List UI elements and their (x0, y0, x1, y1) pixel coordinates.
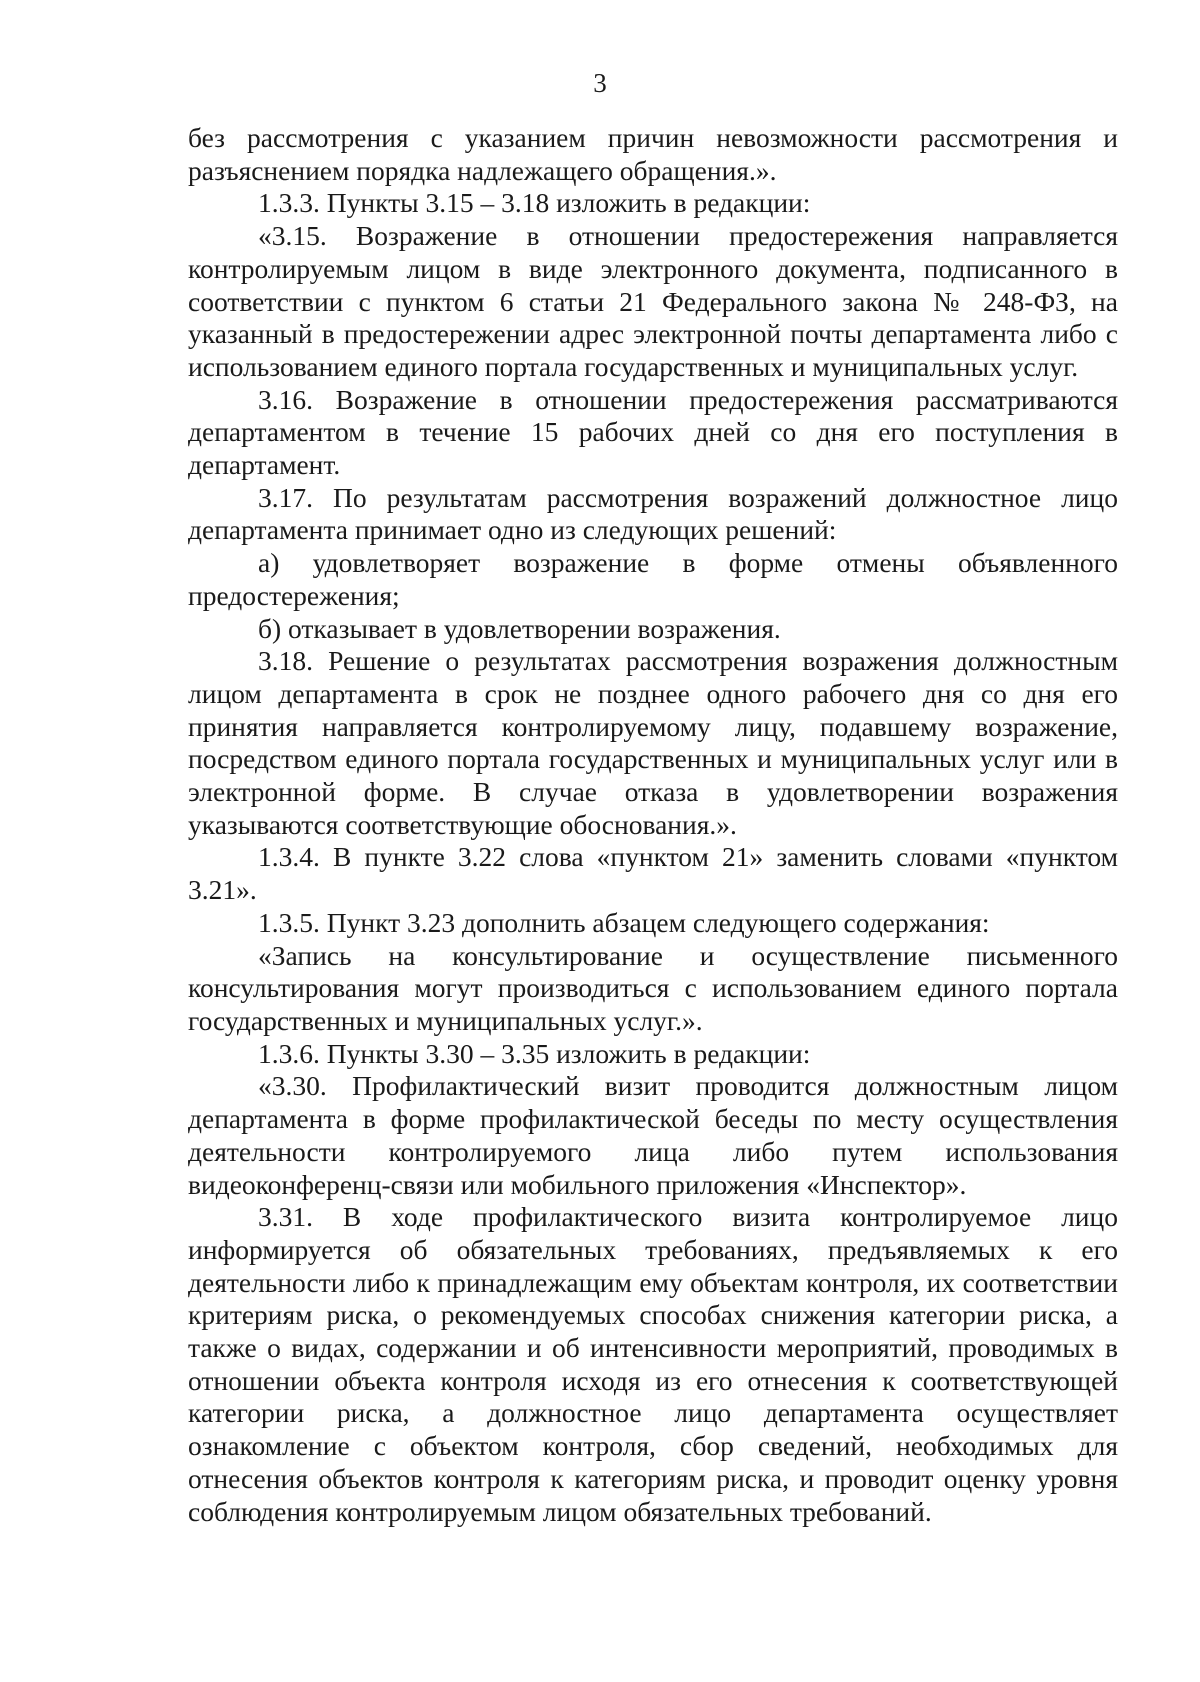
paragraph: 1.3.4. В пункте 3.22 слова «пунктом 21» заменить словами «пунктом 3.21». (188, 841, 1118, 906)
paragraph: 3.17. По результатам рассмотрения возражений должностное лицо департамента принимает одно из следующих решений: (188, 481, 1118, 546)
paragraph: б) отказывает в удовлетворении возражения. (258, 612, 781, 644)
paragraph: 1.3.5. Пункт 3.23 дополнить абзацем следующего содержания: (258, 906, 990, 938)
paragraph: «3.30. Профилактический визит проводится должностным лицом департамента в форме профилактической беседы по месту осуществления деятельности контролируемого лица либо путем использования видеоконференц-связи или мобильного приложения «Инспектор». (188, 1070, 1118, 1200)
paragraph: «3.15. Возражение в отношении предостережения направляется контролируемым лицом в виде электронного документа, подписанного в соответствии с пунктом 6 статьи 21 Федерального закона № 248-ФЗ, на указанный в предостережении адрес электронной почты департамента либо с использованием единого портала государственных и муниципальных услуг. (188, 220, 1118, 382)
paragraph: 1.3.3. Пункты 3.15 – 3.18 изложить в редакции: (258, 187, 811, 219)
document-body (188, 122, 1118, 1528)
paragraph: «Запись на консультирование и осуществление письменного консультирования могут производиться с использованием единого портала государственных и муниципальных услуг.». (188, 939, 1118, 1036)
paragraph: без рассмотрения с указанием причин невозможности рассмотрения и разъяснением порядка надлежащего обращения.». (188, 122, 1118, 186)
paragraph: 3.16. Возражение в отношении предостережения рассматриваются департаментом в течение 15 рабочих дней со дня его поступления в департамент. (188, 383, 1118, 481)
page-number: 3 (593, 68, 607, 98)
paragraph: 3.18. Решение о результатах рассмотрения возражения должностным лицом департамента в срок не позднее одного рабочего дня со дня его принятия направляется контролируемому лицу, подавшему возражение, посредством единого портала государственных и муниципальных услуг или в электронной форме. В случае отказа в удовлетворении возражения указываются соответствующие обоснования.». (188, 645, 1118, 840)
paragraph: 1.3.6. Пункты 3.30 – 3.35 изложить в редакции: (258, 1037, 811, 1069)
paragraph: 3.31. В ходе профилактического визита контролируемое лицо информируется об обязательных требованиях, предъявляемых к его деятельности либо к принадлежащим ему объектам контроля, их соответствии критериям риска, о рекомендуемых способах снижения категории риска, а также о видах, содержании и об интенсивности мероприятий, проводимых в отношении объекта контроля исходя из его отнесения к соответствующей категории риска, а должностное лицо департамента осуществляет ознакомление с объектом контроля, сбор сведений, необходимых для отнесения объектов контроля к категориям риска, и проводит оценку уровня соблюдения контролируемым лицом обязательных требований. (188, 1201, 1118, 1527)
paragraph: а) удовлетворяет возражение в форме отмены объявленного предостережения; (188, 547, 1118, 611)
